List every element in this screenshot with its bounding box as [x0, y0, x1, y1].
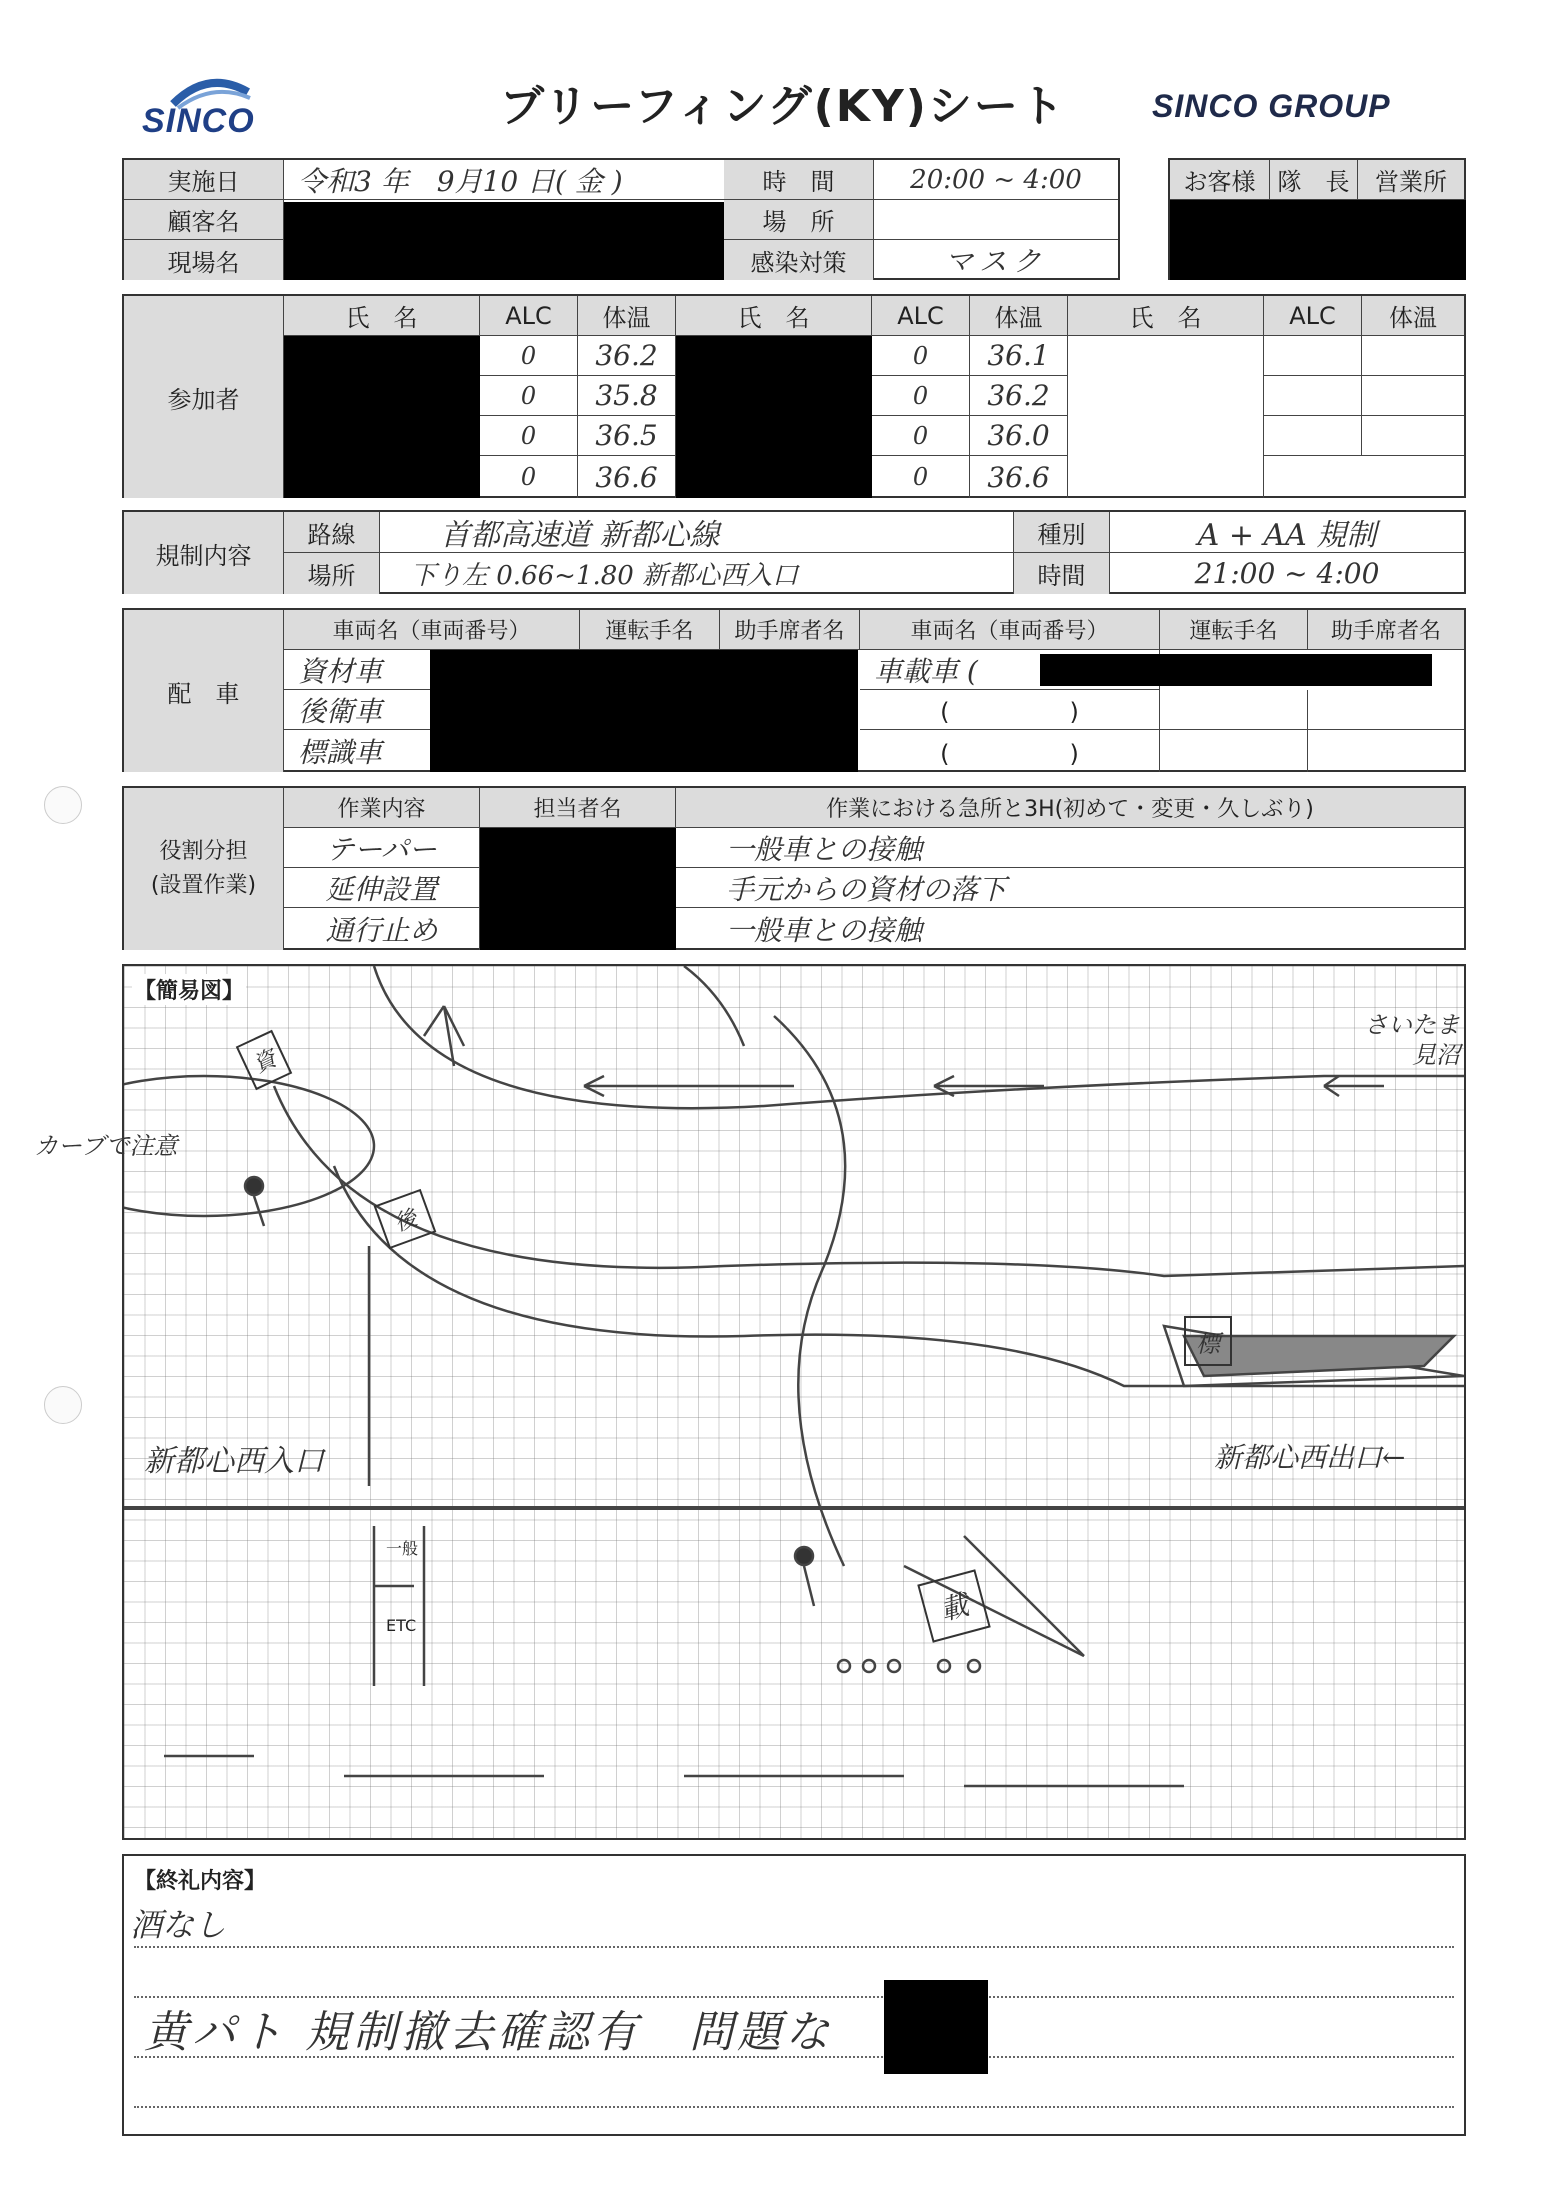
alc-2-4: 0: [872, 456, 970, 498]
box-carrier: 載: [917, 1569, 990, 1642]
vehicle-left-1: 資材車: [284, 650, 580, 690]
time-value-reg: 21:00 ~ 4:00: [1194, 557, 1380, 590]
empty-temp-3-1: [1362, 336, 1464, 376]
closing-label: 【終礼内容】: [134, 1869, 267, 1894]
driver-right-2: [1160, 690, 1308, 730]
place-label-reg: 場所: [284, 553, 380, 594]
vehicle-right-2: ( ): [860, 690, 1160, 730]
col-alc-1: ALC: [480, 296, 578, 336]
empty-alc-3-2: [1264, 376, 1362, 416]
empty-3-1: [1068, 336, 1264, 498]
temp-1-1: 36.2: [578, 336, 676, 376]
closing-line-2: 黄パト 規制撤去確認有 問題な: [144, 2007, 834, 2058]
dispatch-h2: 運転手名: [580, 610, 720, 650]
temp-1-4: 36.6: [578, 456, 676, 498]
site-label: 現場名: [124, 240, 284, 280]
redaction-dispatch-left: [430, 650, 858, 772]
vehicle-right-3: ( ): [860, 730, 1160, 772]
closing-line-1: 酒なし: [130, 1906, 227, 1944]
place-value-reg: 下り左 0.66~1.80 新都心西入口: [380, 553, 1014, 594]
vehicle-left-3: 標識車: [284, 730, 580, 772]
roles-table: [122, 786, 1466, 950]
redaction-names-1: [284, 336, 480, 498]
closing-area: [122, 1854, 1466, 2136]
col-temp-1: 体温: [578, 296, 676, 336]
note-curve: カーブで注意: [34, 1132, 178, 1160]
col-name-2: 氏 名: [676, 296, 872, 336]
box-rear: 後: [374, 1189, 437, 1249]
alc-2-3: 0: [872, 416, 970, 456]
booth-general: 一般: [386, 1539, 419, 1558]
logo-right: SINCO GROUP: [1152, 88, 1391, 124]
regulation-label: 規制内容: [124, 512, 284, 594]
vehicle-right-1: 車載車 (: [860, 650, 1160, 690]
dotted-line-3: [134, 2056, 1454, 2058]
col-name-3: 氏 名: [1068, 296, 1264, 336]
alc-1-3: 0: [480, 416, 578, 456]
infection-value: マスク: [944, 245, 1047, 278]
time-value: 20:00 ~ 4:00: [874, 160, 1118, 200]
diagram-label: 【簡易図】: [132, 974, 246, 1005]
dispatch-h6: 助手席者名: [1308, 610, 1464, 650]
participants-label: 参加者: [124, 296, 284, 498]
dispatch-h1: 車両名（車両番号）: [284, 610, 580, 650]
redaction-dispatch-right: [1040, 654, 1432, 686]
time-label: 時 間: [724, 160, 874, 200]
sign-header-office: 営業所: [1358, 160, 1464, 200]
alc-1-1: 0: [480, 336, 578, 376]
point-2: 手元からの資材の落下: [676, 868, 1464, 908]
dispatch-h3: 助手席者名: [720, 610, 860, 650]
task-1: テーパー: [284, 828, 480, 868]
type-value: A + AA 規制: [1110, 512, 1464, 553]
punch-hole-bottom: [44, 1386, 82, 1424]
sign-table: [1168, 158, 1466, 280]
task-3: 通行止め: [284, 908, 480, 950]
alc-1-4: 0: [480, 456, 578, 498]
diagram-area: [34, 964, 1466, 1840]
customer-label: 顧客名: [124, 200, 284, 240]
booth-etc: ETC: [386, 1616, 417, 1635]
alc-1-2: 0: [480, 376, 578, 416]
assist-right-2: [1308, 690, 1464, 730]
temp-1-2: 35.8: [578, 376, 676, 416]
assist-right-3: [1308, 730, 1464, 772]
type-label: 種別: [1014, 512, 1110, 553]
redaction-assignees: [480, 828, 676, 950]
route-value: 首都高速道 新都心線: [380, 512, 1014, 553]
vehicle-left-2: 後衛車: [284, 690, 580, 730]
label-exit: 新都心西出口←: [1214, 1441, 1406, 1474]
col-alc-2: ALC: [872, 296, 970, 336]
point-1: 一般車との接触: [676, 828, 1464, 868]
date-value: 令和3 年 9月10 日( 金 ): [284, 160, 846, 200]
date-label: 実施日: [124, 160, 284, 200]
box-material: 資: [236, 1030, 293, 1090]
empty-alc-3-1: [1264, 336, 1362, 376]
infection-label: 感染対策: [724, 240, 874, 280]
box-sign: 標: [1184, 1316, 1232, 1366]
alc-2-1: 0: [872, 336, 970, 376]
note-saitama: さいたま 見沼: [1364, 1011, 1460, 1069]
temp-2-3: 36.0: [970, 416, 1068, 456]
point-3: 一般車との接触: [726, 914, 923, 947]
info-table: [122, 158, 1120, 280]
task-2: 延伸設置: [284, 868, 480, 908]
logo-left-text: SINCO: [142, 102, 255, 140]
diagram-sketch: [124, 966, 1464, 1838]
col-name-1: 氏 名: [284, 296, 480, 336]
roles-h1: 作業内容: [284, 788, 480, 828]
temp-2-4: 36.6: [970, 456, 1068, 498]
redaction-names-2: [676, 336, 872, 498]
dotted-line-4: [134, 2106, 1454, 2108]
redaction-closing: [884, 1980, 988, 2074]
place-label: 場 所: [724, 200, 874, 240]
page-title: ブリーフィング(KY)シート: [500, 81, 1066, 132]
dotted-line-1: [134, 1946, 1454, 1948]
roles-label-text: 役割分担 (設置作業): [150, 839, 257, 898]
redaction-signatures: [1170, 200, 1466, 280]
col-temp-3: 体温: [1362, 296, 1464, 336]
dispatch-h4: 車両名（車両番号）: [860, 610, 1160, 650]
temp-1-3: 36.5: [578, 416, 676, 456]
empty-temp-3-2: [1362, 376, 1464, 416]
dispatch-table: [122, 608, 1466, 772]
alc-2-2: 0: [872, 376, 970, 416]
roles-h2: 担当者名: [480, 788, 676, 828]
punch-hole-top: [44, 786, 82, 824]
empty-temp-3-3: [1362, 416, 1464, 456]
dispatch-label: 配 車: [124, 610, 284, 772]
col-temp-2: 体温: [970, 296, 1068, 336]
sign-header-leader: 隊 長: [1270, 160, 1358, 200]
dispatch-h5: 運転手名: [1160, 610, 1308, 650]
temp-2-2: 36.2: [970, 376, 1068, 416]
label-entrance: 新都心西入口: [144, 1444, 324, 1479]
driver-right-3: [1160, 730, 1308, 772]
sign-header-customer: お客様: [1170, 160, 1270, 200]
time-label-reg: 時間: [1014, 553, 1110, 594]
regulation-table: [122, 510, 1466, 594]
col-alc-3: ALC: [1264, 296, 1362, 336]
roles-label: [124, 788, 284, 950]
empty-alc-3-3: [1264, 416, 1362, 456]
temp-2-1: 36.1: [970, 336, 1068, 376]
route-label: 路線: [284, 512, 380, 553]
participants-table: [122, 294, 1466, 498]
logo-left: [138, 64, 268, 144]
roles-h3: 作業における急所と3H(初めて・変更・久しぶり): [676, 788, 1464, 828]
place-value: [874, 200, 1118, 240]
